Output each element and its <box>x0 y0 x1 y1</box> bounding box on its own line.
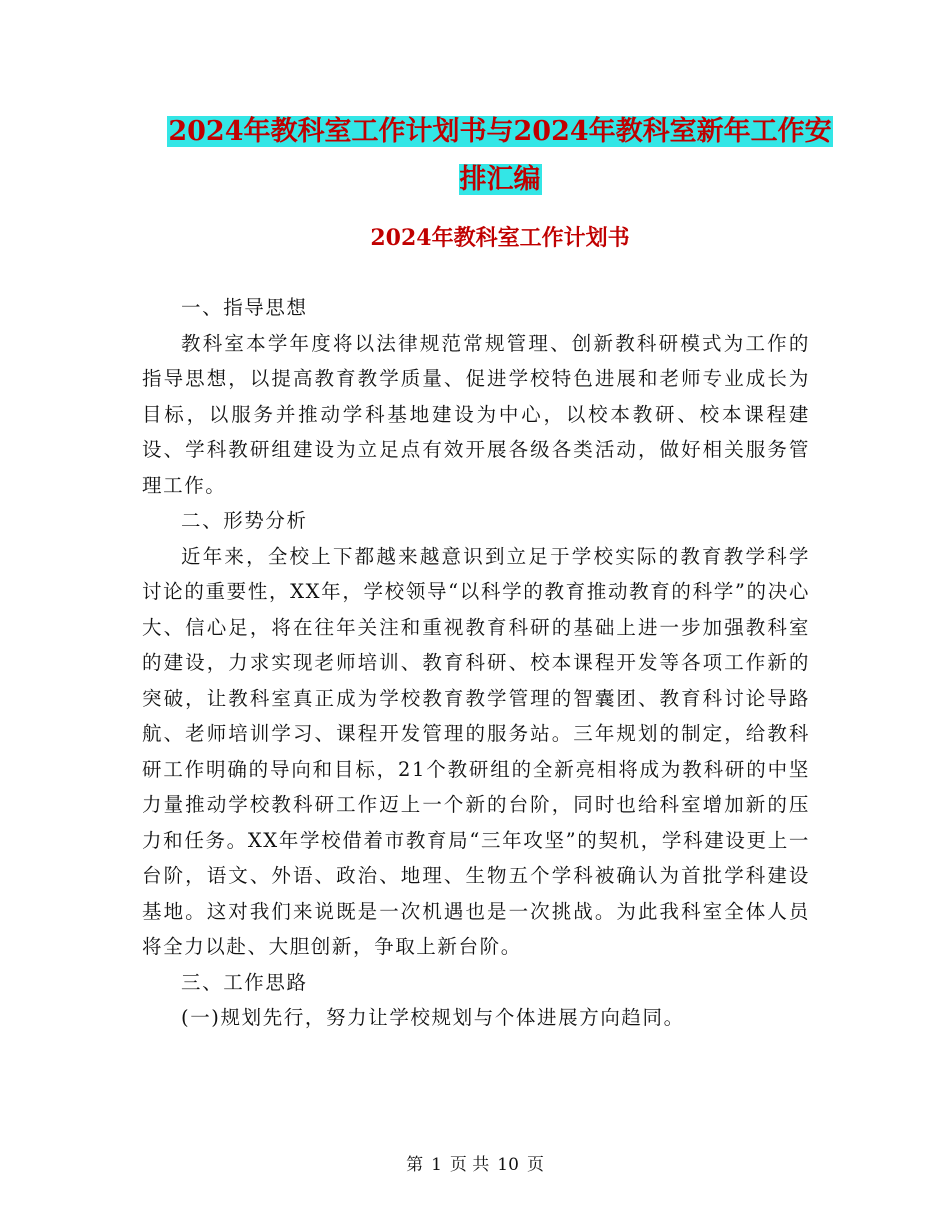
paragraph-situation-analysis: 近年来，全校上下都越来越意识到立足于学校实际的教育教学科学讨论的重要性，XX年，学校领导“以科学的教育推动教育的科学”的决心大、信心足，将在往年关注和重视教育科研的基础上进一步加强教科室的建设，力求实现老师培训、教育科研、校本课程开发等各项工作新的突破，让教科室真正成为学校教育教学管理的智囊团、教育科讨论导路航、老师培训学习、课程开发管理的服务站。三年规划的制定，给教科研工作明确的导向和目标，21个教研组的全新亮相将成为教科研的中坚力量推动学校教科研工作迈上一个新的台阶，同时也给科室增加新的压力和任务。XX年学校借着市教育局“三年攻坚”的契机，学科建设更上一台阶，语文、外语、政治、地理、生物五个学科被确认为首批学科建设基地。这对我们来说既是一次机遇也是一次挑战。为此我科室全体人员将全力以赴、大胆创新，争取上新台阶。 <box>142 544 810 958</box>
footer-middle: 页 共 <box>449 1155 490 1175</box>
paragraph-guiding-ideology: 教科室本学年度将以法律规范常规管理、创新教科研模式为工作的指导思想，以提高教育教学质量、促进学校特色进展和老师专业成长为目标，以服务并推动学科基地建设为中心，以校本教研、校本课程建设、学科教研组建设为立足点有效开展各级各类活动，做好相关服务管理工作。 <box>142 331 810 497</box>
document-title-line-1: 2024年教科室工作计划书与2024年教科室新年工作安 <box>168 116 832 147</box>
paragraph-work-approach-1: (一)规划先行，努力让学校规划与个体进展方向趋同。 <box>181 1006 685 1029</box>
footer-prefix: 第 <box>406 1155 424 1175</box>
document-body <box>142 290 810 1036</box>
footer-page-number: 1 <box>431 1155 442 1175</box>
footer-total-pages: 10 <box>497 1155 519 1175</box>
document-title <box>140 108 860 204</box>
section-title: 2024年教科室工作计划书 <box>370 225 630 251</box>
heading-situation-analysis: 二、形势分析 <box>181 509 308 532</box>
page-footer <box>0 1153 950 1177</box>
document-title-line-2: 排汇编 <box>459 164 541 195</box>
heading-guiding-ideology: 一、指导思想 <box>181 296 308 319</box>
heading-work-approach: 三、工作思路 <box>181 970 308 994</box>
footer-suffix: 页 <box>526 1155 544 1175</box>
